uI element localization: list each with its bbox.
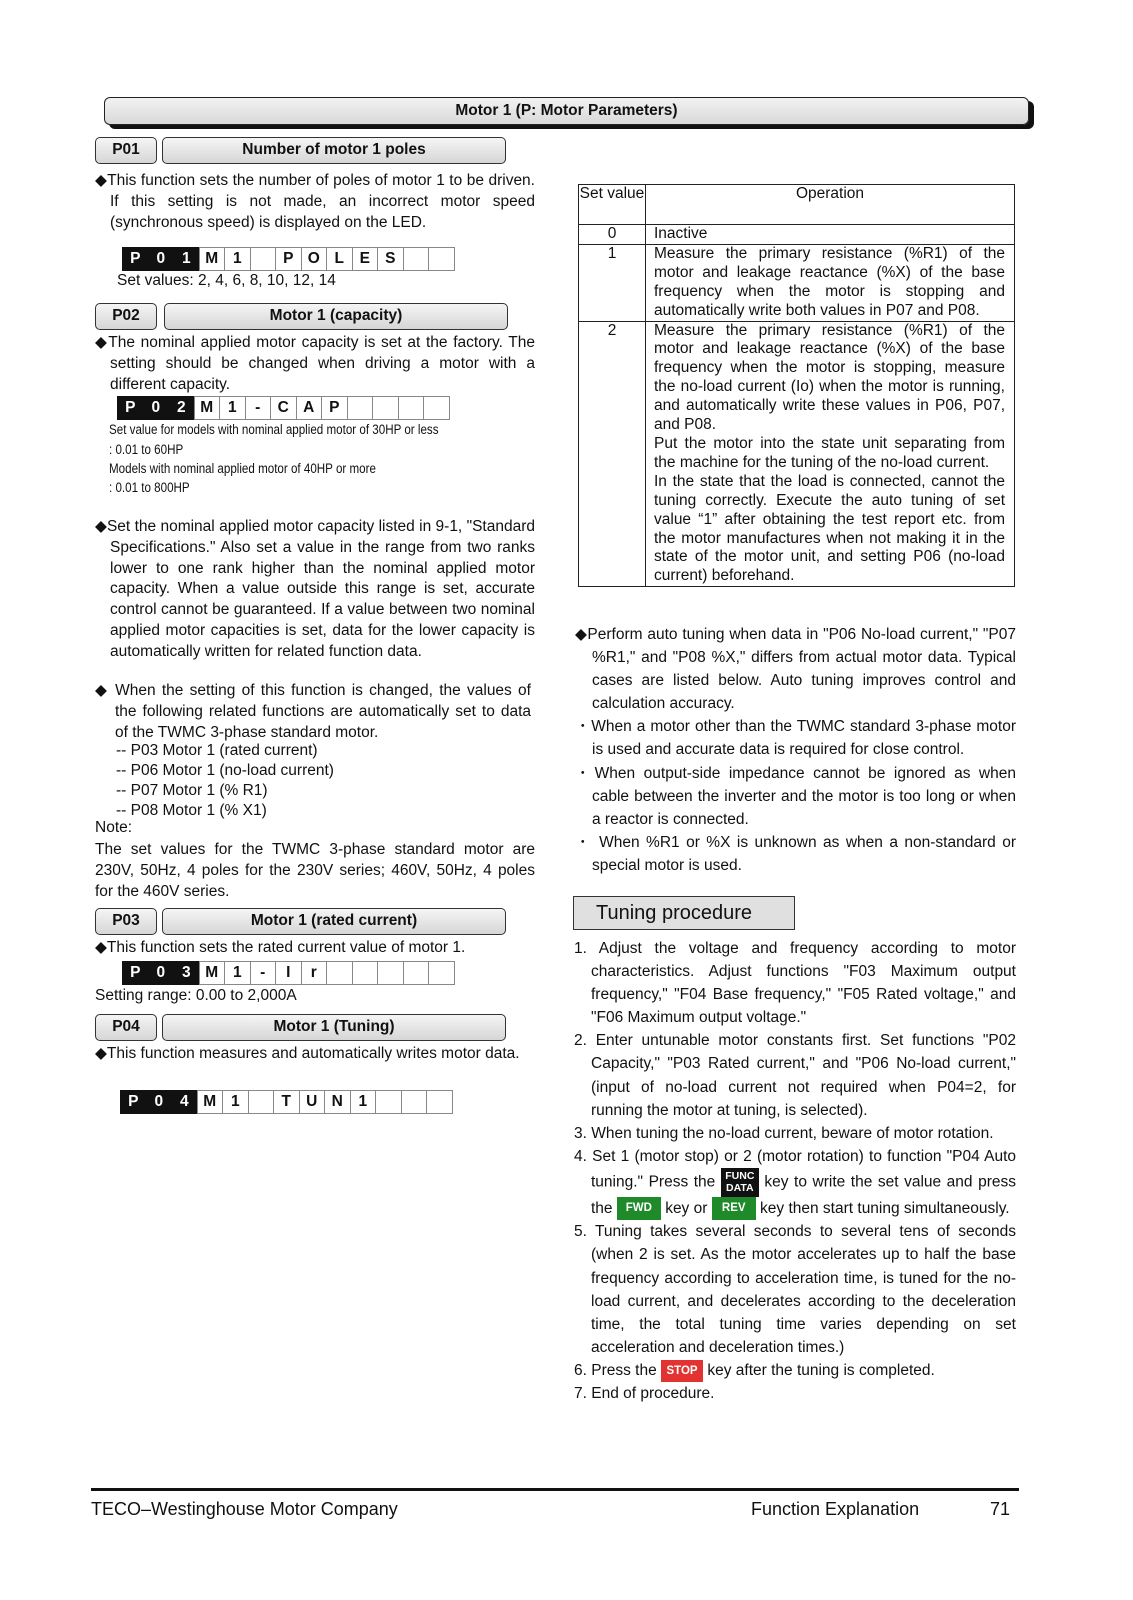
header-set-value: Set value bbox=[579, 185, 646, 225]
row-value: 2 bbox=[579, 321, 646, 587]
led-cell bbox=[401, 1090, 428, 1114]
tuning-settings-table bbox=[578, 184, 1015, 587]
led-cell bbox=[347, 396, 374, 420]
p02-note-related: ◆ When the setting of this function is changed, the values of the following related functions are automatically set to data of the TWMC 3-phase standard motor. bbox=[95, 682, 531, 741]
related-function-item: -- P06 Motor 1 (no-load current) bbox=[116, 762, 334, 779]
row-text: Measure the primary resistance (%R1) of the motor and leakage reactance (%X) of the base frequency when the motor is stopping and automatically write both values in P07 and P08. bbox=[646, 244, 1015, 321]
led-cell: L bbox=[326, 247, 353, 271]
led-cell: P bbox=[275, 247, 302, 271]
led-cell: 2 bbox=[168, 396, 195, 420]
p03-title: Motor 1 (rated current) bbox=[162, 908, 506, 935]
row-text: Inactive bbox=[646, 225, 1015, 245]
led-cell bbox=[352, 961, 379, 985]
led-cell: 1 bbox=[224, 961, 251, 985]
led-cell bbox=[372, 396, 399, 420]
led-cell: 3 bbox=[173, 961, 200, 985]
tuning-step: 4. Set 1 (motor stop) or 2 (motor rotation) to function "P04 Auto tuning." Press the FUNC DATA key to write the set value and press the FWD key or REV key then start tuning simultaneously. bbox=[574, 1145, 1016, 1221]
table-row bbox=[579, 321, 1015, 587]
led-cell: 1 bbox=[350, 1090, 377, 1114]
row-value: 0 bbox=[579, 225, 646, 245]
p04-title: Motor 1 (Tuning) bbox=[162, 1014, 506, 1041]
led-cell: 0 bbox=[148, 247, 175, 271]
led-display-p02 bbox=[117, 396, 449, 420]
tuning-step: 7. End of procedure. bbox=[574, 1385, 715, 1402]
p03-code: P03 bbox=[95, 908, 157, 935]
tuning-step: 1. Adjust the voltage and frequency according to motor characteristics. Adjust functions "F03 Maximum output frequency," "F04 Base frequency," "F05 Rated voltage," and "F06 Maximum output voltage." bbox=[574, 940, 1016, 1027]
p02-range-line-2: : 0.01 to 60HP bbox=[109, 442, 184, 457]
led-cell bbox=[377, 961, 404, 985]
auto-tuning-case: ・When output-side impedance cannot be ignored as when cable between the inverter and the motor is too long or when a reactor is connected. bbox=[575, 764, 1016, 828]
led-cell: U bbox=[299, 1090, 326, 1114]
p02-note-capacity: ◆Set the nominal applied motor capacity listed in 9-1, "Standard Specifications." Also set a value in the range from two ranks lower to one rank higher than the nominal applied motor capacity. When a value outside this range is set, accurate control cannot be guaranteed. If a value between two nominal applied motor capacities is set, data for the lower capacity is automatically written for related function data. bbox=[95, 518, 535, 660]
led-cell: P bbox=[117, 396, 144, 420]
rev-key-icon: REV bbox=[712, 1197, 756, 1220]
footer-company: TECO–Westinghouse Motor Company bbox=[91, 1499, 398, 1519]
led-cell bbox=[403, 247, 430, 271]
footer-rule bbox=[91, 1488, 1019, 1491]
p03-description: ◆This function sets the rated current value of motor 1. bbox=[95, 939, 466, 956]
led-cell: 1 bbox=[222, 1090, 249, 1114]
p01-title: Number of motor 1 poles bbox=[162, 137, 506, 164]
p01-code: P01 bbox=[95, 137, 157, 164]
p02-range-line-1: Set value for models with nominal applied motor of 30HP or less bbox=[109, 422, 439, 437]
p02-range-line-4: : 0.01 to 800HP bbox=[109, 480, 190, 495]
p01-description: ◆This function sets the number of poles of motor 1 to be driven. If this setting is not made, an incorrect motor speed (synchronous speed) is displayed on the LED. bbox=[95, 172, 535, 231]
auto-tuning-case: ・ When %R1 or %X is unknown as when a non-standard or special motor is used. bbox=[575, 833, 1016, 874]
led-cell: 0 bbox=[143, 396, 170, 420]
led-cell: P bbox=[120, 1090, 147, 1114]
tuning-step: 6. Press the STOP key after the tuning is completed. bbox=[574, 1359, 1016, 1382]
led-cell bbox=[428, 247, 455, 271]
led-cell: 0 bbox=[146, 1090, 173, 1114]
led-cell: P bbox=[321, 396, 348, 420]
led-cell: M bbox=[199, 247, 226, 271]
p02-title: Motor 1 (capacity) bbox=[164, 303, 508, 330]
led-cell: A bbox=[296, 396, 323, 420]
led-cell: E bbox=[352, 247, 379, 271]
led-cell: C bbox=[270, 396, 297, 420]
led-cell: O bbox=[301, 247, 328, 271]
tuning-step: 2. Enter untunable motor constants first. Set functions "P02 Capacity," "P03 Rated current," and "P06 No-load current," (input of no-load current not required when P04=2, for running the motor at tuning, is selected). bbox=[574, 1032, 1016, 1119]
section-banner: Motor 1 (P: Motor Parameters) bbox=[104, 97, 1029, 125]
tuning-procedure-heading: Tuning procedure bbox=[573, 896, 795, 930]
func-data-key-icon: FUNC DATA bbox=[721, 1168, 759, 1197]
p02-range-line-3: Models with nominal applied motor of 40HP or more bbox=[109, 461, 376, 476]
header-operation: Operation bbox=[646, 185, 1015, 225]
led-cell bbox=[375, 1090, 402, 1114]
p04-description: ◆This function measures and automatically writes motor data. bbox=[95, 1045, 520, 1062]
auto-tuning-intro: ◆Perform auto tuning when data in "P06 No-load current," "P07 %R1," and "P08 %X," differs from actual motor data. Typical cases are listed below. Auto tuning improves control and calculation accuracy. bbox=[575, 626, 1016, 713]
led-cell bbox=[403, 961, 430, 985]
led-cell bbox=[426, 1090, 453, 1114]
p02-code: P02 bbox=[95, 303, 157, 330]
table-row bbox=[579, 225, 1015, 245]
led-display-p01 bbox=[122, 247, 454, 271]
led-cell: 1 bbox=[173, 247, 200, 271]
led-cell bbox=[423, 396, 450, 420]
fwd-key-icon: FWD bbox=[617, 1197, 661, 1220]
led-cell: - bbox=[245, 396, 272, 420]
led-cell: 1 bbox=[224, 247, 251, 271]
row-value: 1 bbox=[579, 244, 646, 321]
led-cell: r bbox=[301, 961, 328, 985]
note-text: The set values for the TWMC 3-phase standard motor are 230V, 50Hz, 4 poles for the 230V series; 460V, 50Hz, 4 poles for the 460V series. bbox=[95, 841, 535, 900]
tuning-procedure-steps bbox=[574, 937, 1016, 1405]
led-cell: M bbox=[194, 396, 221, 420]
led-cell: P bbox=[122, 961, 149, 985]
led-cell: 0 bbox=[148, 961, 175, 985]
p04-code: P04 bbox=[95, 1014, 157, 1041]
led-cell: T bbox=[273, 1090, 300, 1114]
led-cell: M bbox=[199, 961, 226, 985]
led-cell: P bbox=[122, 247, 149, 271]
led-cell: 4 bbox=[171, 1090, 198, 1114]
auto-tuning-notes bbox=[575, 623, 1016, 877]
related-function-item: -- P07 Motor 1 (% R1) bbox=[116, 782, 268, 799]
p03-setting-range: Setting range: 0.00 to 2,000A bbox=[95, 987, 297, 1004]
footer-section: Function Explanation bbox=[751, 1499, 920, 1519]
led-cell bbox=[250, 247, 277, 271]
led-cell: 1 bbox=[219, 396, 246, 420]
led-cell bbox=[398, 396, 425, 420]
led-cell: - bbox=[250, 961, 277, 985]
led-cell bbox=[326, 961, 353, 985]
related-function-item: -- P03 Motor 1 (rated current) bbox=[116, 742, 318, 759]
led-display-p04 bbox=[120, 1090, 452, 1114]
led-cell: I bbox=[275, 961, 302, 985]
related-functions-list bbox=[116, 741, 334, 821]
led-cell bbox=[248, 1090, 275, 1114]
led-cell: M bbox=[197, 1090, 224, 1114]
auto-tuning-case: ・When a motor other than the TWMC standard 3-phase motor is used and accurate data is required for close control. bbox=[575, 718, 1016, 759]
row-text: Measure the primary resistance (%R1) of the motor and leakage reactance (%X) of the base frequency when the motor is stopping, measure the no-load current (Io) when the motor is running, and automatically write these values in P06, P07, and P08. Put the motor into the state unit separating from the machine for the tuning of the no-load current. In the state that the load is connected, cannot the tuning correctly. Execute the auto tuning of set value “1” after obtaining the test report etc. from the motor manufactures when not making it in the state of the motor unit, and setting P06 (no-load current) beforehand. bbox=[646, 321, 1015, 587]
stop-key-icon: STOP bbox=[661, 1360, 703, 1382]
led-cell bbox=[428, 961, 455, 985]
tuning-step: 3. When tuning the no-load current, beware of motor rotation. bbox=[574, 1124, 994, 1142]
page-number: 71 bbox=[990, 1499, 1011, 1519]
led-display-p03 bbox=[122, 961, 454, 985]
p01-set-values: Set values: 2, 4, 6, 8, 10, 12, 14 bbox=[117, 272, 336, 289]
tuning-step: 5. Tuning takes several seconds to several tens of seconds (when 2 is set. As the motor accelerates up to half the base frequency according to acceleration time, is tuned for the no-load current, and decelerates according to the deceleration time, the total tuning time varies depending on set acceleration and deceleration times.) bbox=[574, 1223, 1016, 1356]
table-row bbox=[579, 244, 1015, 321]
note-label: Note: bbox=[95, 819, 133, 836]
led-cell: N bbox=[324, 1090, 351, 1114]
related-function-item: -- P08 Motor 1 (% X1) bbox=[116, 802, 267, 819]
p02-description: ◆The nominal applied motor capacity is set at the factory. The setting should be changed when driving a motor with a different capacity. bbox=[95, 334, 535, 393]
table-header-row bbox=[579, 185, 1015, 225]
led-cell: S bbox=[377, 247, 404, 271]
